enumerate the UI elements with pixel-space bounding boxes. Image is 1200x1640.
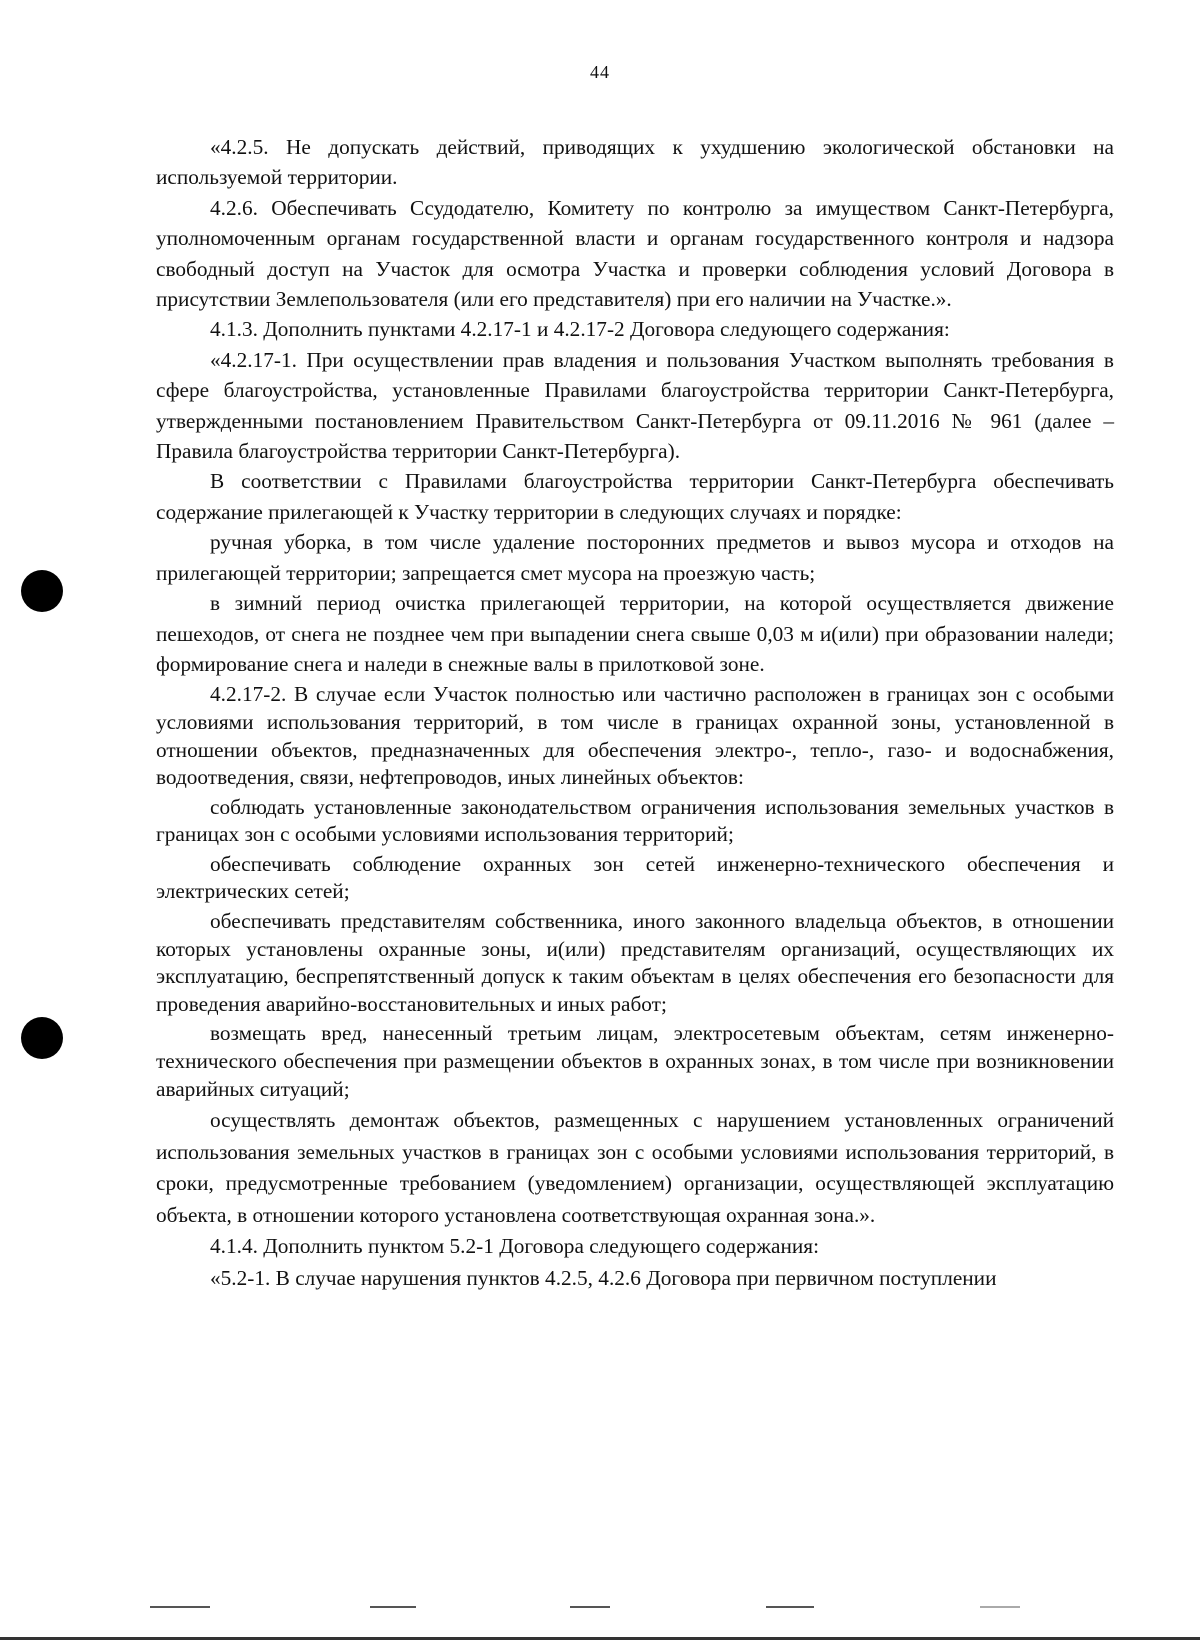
scan-dash — [150, 1606, 210, 1608]
paragraph-5-2-1: «5.2-1. В случае нарушения пунктов 4.2.5, 4.2.6 Договора при первичном поступлении — [210, 1265, 997, 1290]
paragraph-compensate-damage: возмещать вред, нанесенный третьим лицам, электросетевым объектам, сетям инженерно-технического обеспечения при размещении объектов в охранных зонах, в том числе при возникновении аварийных ситуаций; — [156, 1021, 1114, 1101]
paragraph-4-2-17-2: 4.2.17-2. В случае если Участок полностью или частично расположен в границах зон с особыми условиями использования территорий, в том числе в границах охранной зоны, установленной в отношении объектов, предназначенных для обеспечения электро-, тепло-, газо- и водоснабжения, водоотведения, связи, нефтепроводов, иных линейных объектов: — [156, 682, 1114, 790]
paragraph-4-2-17-1: «4.2.17-1. При осуществлении прав владения и пользования Участком выполнять требования в сфере благоустройства, установленные Правилами благоустройства территории Санкт-Петербурга, утвержденными постановлением Правительством Санкт-Петербурга от 09.11.2016 № 961 (далее – Правила благоустройства территории Санкт-Петербурга). — [156, 347, 1114, 464]
paragraph-observe-restrictions: соблюдать установленные законодательством ограничения использования земельных участков в границах зон с особыми условиями использования территорий; — [156, 794, 1114, 847]
scan-dash — [980, 1606, 1020, 1608]
scan-dash — [766, 1606, 814, 1608]
paragraph-4-2-6: 4.2.6. Обеспечивать Ссудодателю, Комитету по контролю за имуществом Санкт-Петербурга, уполномоченным органам государственной власти и органам государственного контроля и надзора свободный доступ на Участок для осмотра Участка и проверки соблюдения условий Договора в присутствии Землепользователя (или его представителя) при его наличии на Участке.». — [156, 195, 1114, 312]
paragraph-dismantling: осуществлять демонтаж объектов, размещенных с нарушением установленных ограничений использования земельных участков в границах зон с особыми условиями использования территорий, в сроки, предусмотренные требованием (уведомлением) организации, осуществляющей эксплуатацию объекта, в отношении которого установлена соответствующая охранная зона.». — [156, 1108, 1114, 1227]
paragraph-4-1-4: 4.1.4. Дополнить пунктом 5.2-1 Договора следующего содержания: — [210, 1234, 819, 1259]
punch-hole-mark — [21, 1017, 63, 1059]
scan-dash — [570, 1606, 610, 1608]
paragraph-access-for-owners: обеспечивать представителям собственника, иного законного владельца объектов, в отношении которых установлены охранные зоны, и(или) представителям организаций, осуществляющих их эксплуатацию, беспрепятственный допуск к таким объектам в целях обеспечения его безопасности для проведения аварийно-восстановительных и иных работ; — [156, 909, 1114, 1016]
paragraph-protection-zones: обеспечивать соблюдение охранных зон сетей инженерно-технического обеспечения и электрических сетей; — [156, 851, 1114, 904]
punch-hole-mark — [21, 570, 63, 612]
paragraph-4-1-3: 4.1.3. Дополнить пунктами 4.2.17-1 и 4.2.17-2 Договора следующего содержания: — [210, 317, 950, 342]
paragraph-improvement-rules: В соответствии с Правилами благоустройства территории Санкт-Петербурга обеспечивать содержание прилегающей к Участку территории в следующих случаях и порядке: — [156, 469, 1114, 524]
page-number: 44 — [590, 62, 610, 82]
paragraph-winter-cleaning: в зимний период очистка прилегающей территории, на которой осуществляется движение пешеходов, от снега не позднее чем при выпадении снега свыше 0,03 м и(или) при образовании наледи; формирование снега и наледи в снежные валы в прилотковой зоне. — [156, 591, 1114, 676]
scan-dash — [370, 1606, 416, 1608]
paragraph-4-2-5: «4.2.5. Не допускать действий, приводящих к ухудшению экологической обстановки на используемой территории. — [156, 135, 1114, 190]
document-body — [156, 132, 1114, 1294]
footer-scan-marks — [150, 1606, 1080, 1614]
paragraph-manual-cleaning: ручная уборка, в том числе удаление посторонних предметов и вывоз мусора и отходов на прилегающей территории; запрещается смет мусора на проезжую часть; — [156, 530, 1114, 585]
